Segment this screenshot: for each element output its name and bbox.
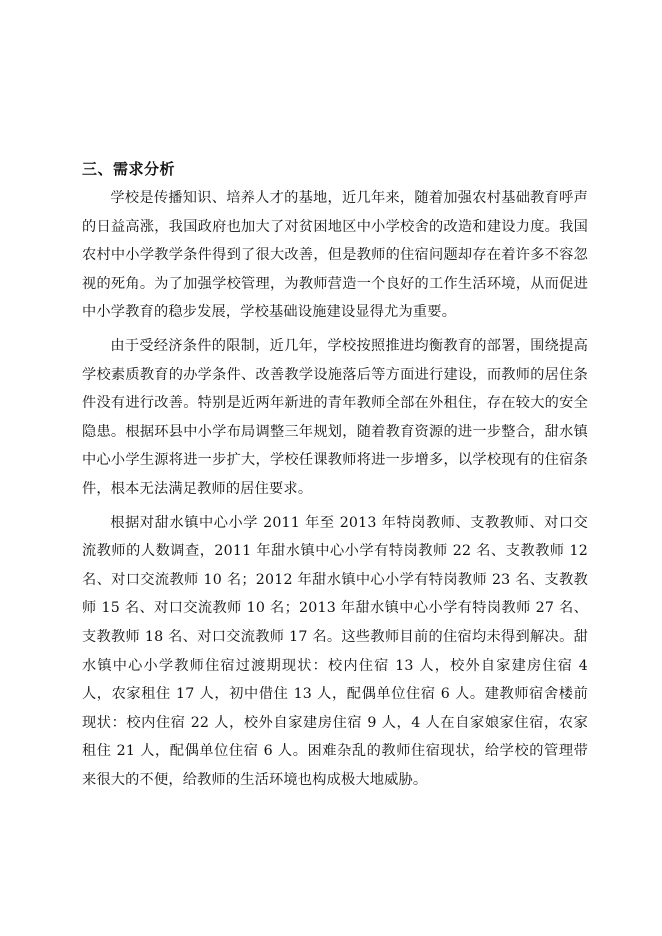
paragraph-3: 根据对甜水镇中心小学 2011 年至 2013 年特岗教师、支教教师、对口交流教师的人数调查，2011 年甜水镇中心小学有特岗教师 22 名、支教教师 12 名、对口交流教师 10 名；2012 年甜水镇中心小学有特岗教师 23 名、支教教师 15 名、对口交流教师 10 名；2013 年甜水镇中心小学有特岗教师 27 名、支教教师 18 名、对口交流教师 17 名。这些教师目前的住宿均未得到解决。甜水镇中心小学教师住宿过渡期现状：校内住宿 13 人，校外自家建房住宿 4 人，农家租住 17 人，初中借住 13 人，配偶单位住宿 6 人。建教师宿舍楼前现状：校内住宿 22 人，校外自家建房住宿 9 人，4 人在自家娘家住宿，农家租住 21 人，配偶单位住宿 6 人。困难杂乱的教师住宿现状，给学校的管理带来很大的不便，给教师的生活环境也构成极大地威胁。 bbox=[82, 514, 588, 788]
paragraph-1: 学校是传播知识、培养人才的基地，近几年来，随着加强农村基础教育呼声的日益高涨，我国政府也加大了对贫困地区中小学校舍的改造和建设力度。我国农村中小学教学条件得到了很大改善，但是教师的住宿问题却存在着许多不容忽视的死角。为了加强学校管理，为教师营造一个良好的工作生活环境，从而促进中小学教育的稳步发展，学校基础设施建设显得尤为重要。 bbox=[82, 190, 588, 321]
paragraph-2: 由于受经济条件的限制，近几年，学校按照推进均衡教育的部署，围绕提高学校素质教育的办学条件、改善教学设施落后等方面进行建设，而教师的居住条件没有进行改善。特别是近两年新进的青年教师全部在外租住，存在较大的安全隐患。根据环县中小学布局调整三年规划，随着教育资源的进一步整合，甜水镇中心小学生源将进一步扩大，学校任课教师将进一步增多，以学校现有的住宿条件，根本无法满足教师的居住要求。 bbox=[82, 337, 588, 497]
section-title: 三、需求分析 bbox=[82, 160, 176, 178]
document-body bbox=[82, 158, 588, 794]
